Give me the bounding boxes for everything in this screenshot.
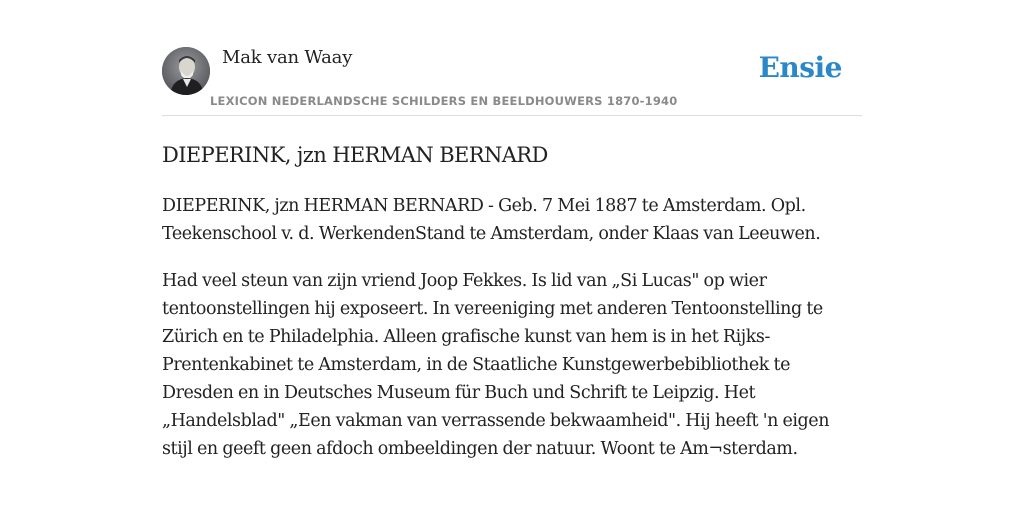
entry-body bbox=[162, 192, 862, 482]
ensie-logo[interactable]: Ensie bbox=[758, 51, 842, 84]
entry-paragraph: DIEPERINK, jzn HERMAN BERNARD - Geb. 7 Mei 1887 te Amsterdam. Opl. Teekenschool v. d. WerkendenStand te Amsterdam, onder Klaas van Leeuwen. bbox=[162, 196, 821, 244]
author-avatar[interactable] bbox=[162, 47, 210, 95]
portrait-icon bbox=[162, 47, 210, 95]
entry-title: DIEPERINK, jzn HERMAN BERNARD bbox=[162, 143, 548, 167]
article-card bbox=[162, 0, 862, 512]
author-name[interactable]: Mak van Waay bbox=[222, 47, 353, 68]
collection-name[interactable]: LEXICON NEDERLANDSCHE SCHILDERS EN BEELDHOUWERS 1870-1940 bbox=[210, 94, 678, 108]
entry-paragraph: Had veel steun van zijn vriend Joop Fekkes. Is lid van „Si Lucas" op wier tentoonstellingen hij exposeert. In vereeniging met anderen Tentoonstelling te Zürich en te Philadelphia. Alleen grafische kunst van hem is in het Rijks-Prentenkabinet te Amsterdam, in de Staatliche Kunstgewerbebibliothek te Dresden en in Deutsches Museum für Buch und Schrift te Leipzig. Het „Handelsblad" „Een vakman van verrassende bekwaamheid". Hij heeft 'n eigen stijl en geeft geen afdoch ombeeldingen der natuur. Woont te Am¬sterdam. bbox=[162, 271, 830, 459]
header-divider bbox=[162, 115, 862, 116]
